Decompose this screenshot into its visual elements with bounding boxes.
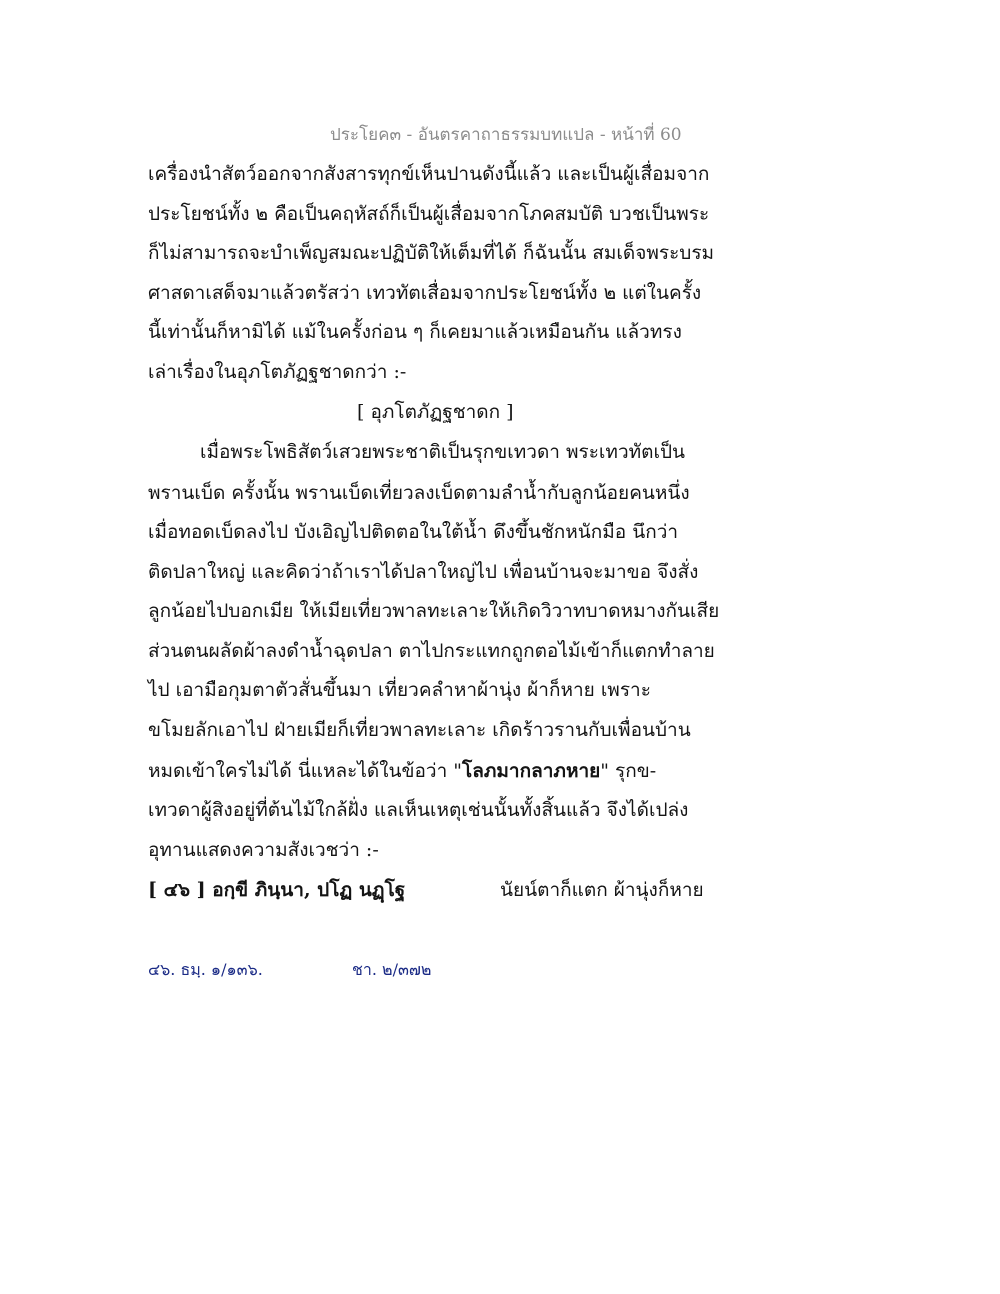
paragraph-line: เทวดาผู้สิงอยู่ที่ต้นไม้ใกล้ฝั่ง แลเห็นเหตุเช่นนั้นทั้งสิ้นแล้ว จึงได้เปล่ง [148, 799, 689, 821]
section-title: [ อุภโตภัฏฐชาดก ] [357, 401, 514, 423]
quote-line-start: หมดเข้าใครไม่ได้ นี่แหละได้ในข้อว่า " [148, 760, 463, 782]
paragraph-line: ศาสดาเสด็จมาแล้วตรัสว่า เทวทัตเสื่อมจากประโยชน์ทั้ง ๒ แต่ในครั้ง [148, 282, 702, 304]
footnote-reference-left: ๔๖. ธมฺ. ๑/๑๓๖. [148, 960, 263, 979]
paragraph-line: ส่วนตนผลัดผ้าลงดำน้ำฉุดปลา ตาไปกระแทกถูกตอไม้เข้าก็แตกทำลาย [148, 640, 715, 662]
quote-line [148, 757, 748, 785]
paragraph-line: ไป เอามือกุมตาตัวสั่นขึ้นมา เที่ยวคลำหาผ้านุ่ง ผ้าก็หาย เพราะ [148, 679, 651, 701]
paragraph-line: เมื่อทอดเบ็ดลงไป บังเอิญไปติดตอในใต้น้ำ ดึงขึ้นชักหนักมือ นึกว่า [148, 521, 679, 543]
paragraph-line: นี้เท่านั้นก็หามิได้ แม้ในครั้งก่อน ๆ ก็เคยมาแล้วเหมือนกัน แล้วทรง [148, 321, 682, 343]
page-header: ประโยค๓ - อันตรคาถาธรรมบทแปล - หน้าที่ 60 [330, 125, 682, 145]
paragraph-line: เครื่องนำสัตว์ออกจากสังสารทุกข์เห็นปานดังนี้แล้ว และเป็นผู้เสื่อมจาก [148, 163, 710, 185]
paragraph-line: ติดปลาใหญ่ และคิดว่าถ้าเราได้ปลาใหญ่ไป เพื่อนบ้านจะมาขอ จึงสั่ง [148, 561, 699, 583]
paragraph-line: เมื่อพระโพธิสัตว์เสวยพระชาติเป็นรุกขเทวดา พระเทวทัตเป็น [200, 441, 686, 463]
quote-bold: โลภมากลาภหาย [462, 760, 601, 782]
paragraph-line: ขโมยลักเอาไป ฝ่ายเมียก็เที่ยวพาลทะเลาะ เกิดร้าวรานกับเพื่อนบ้าน [148, 719, 691, 741]
paragraph-line: ประโยชน์ทั้ง ๒ คือเป็นคฤหัสถ์ก็เป็นผู้เสื่อมจากโภคสมบัติ บวชเป็นพระ [148, 203, 710, 225]
paragraph-line: อุทานแสดงความสังเวชว่า :- [148, 839, 379, 861]
paragraph-line: ลูกน้อยไปบอกเมีย ให้เมียเที่ยวพาลทะเลาะให้เกิดวิวาทบาดหมางกันเสีย [148, 600, 720, 622]
paragraph-line: เล่าเรื่องในอุภโตภัฏฐชาดกว่า :- [148, 361, 407, 383]
verse-thai: นัยน์ตาก็แตก ผ้านุ่งก็หาย [500, 879, 704, 901]
footnote-reference-right: ชา. ๒/๓๗๒ [352, 960, 432, 979]
verse-pali: [ ๔๖ ] อกฺขี ภินฺนา, ปโฏ นฏฺโฐ [148, 879, 406, 901]
paragraph-line: ก็ไม่สามารถจะบำเพ็ญสมณะปฏิบัติให้เต็มที่ได้ ก็ฉันนั้น สมเด็จพระบรม [148, 242, 715, 264]
paragraph-line: พรานเบ็ด ครั้งนั้น พรานเบ็ดเที่ยวลงเบ็ดตามลำน้ำกับลูกน้อยคนหนึ่ง [148, 482, 690, 504]
quote-line-end: " รุกข- [600, 760, 657, 782]
